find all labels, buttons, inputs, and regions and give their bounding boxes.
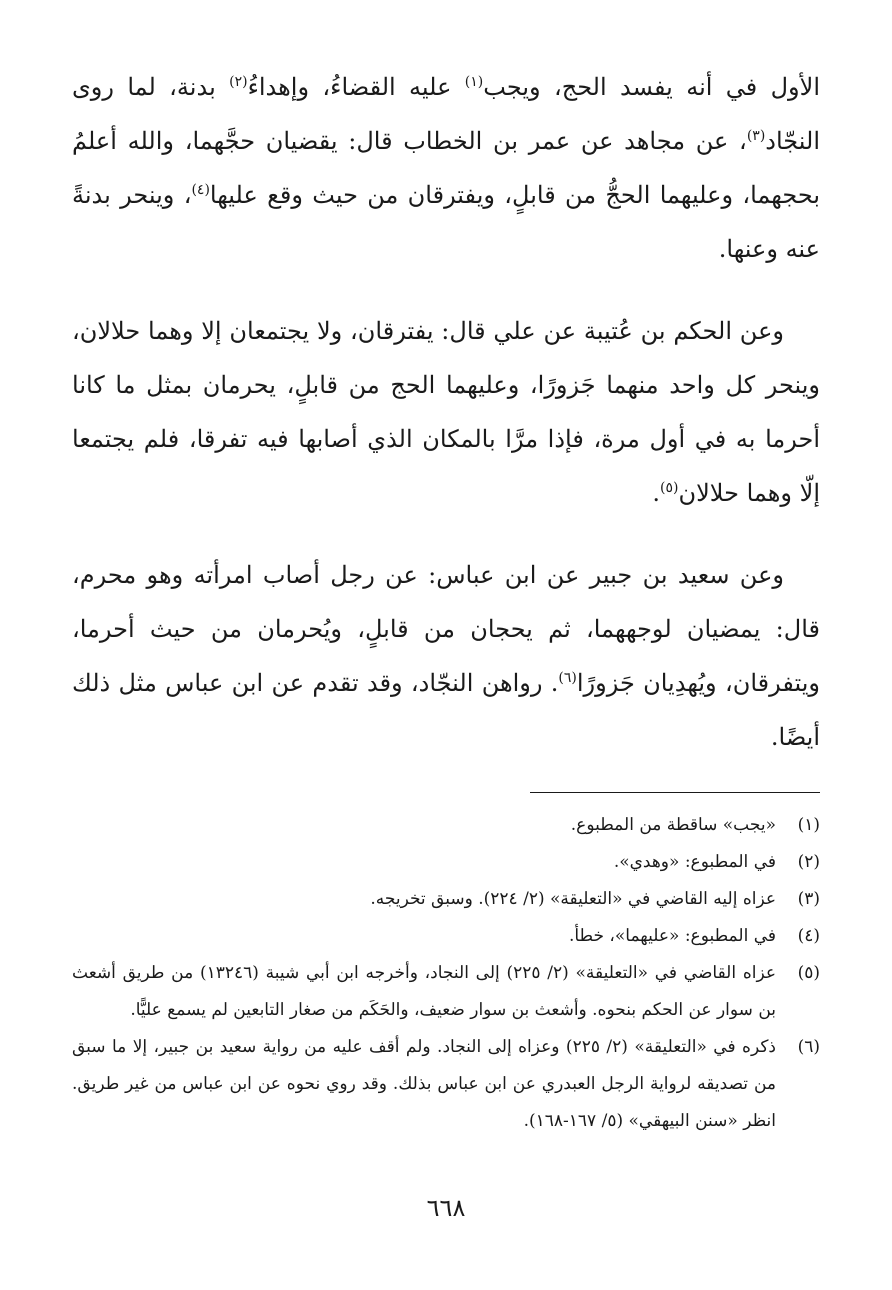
- footnote-number: (١): [797, 815, 820, 835]
- footnote-divider: [530, 792, 820, 793]
- footnote-text: في المطبوع: «عليهما»، خطأ.: [568, 926, 776, 946]
- footnote-text: في المطبوع: «وهدي».: [613, 852, 776, 872]
- text-run: وعن الحكم بن عُتيبة عن علي قال: يفترقان، ولا يجتمعان إلا وهما حلالان، وينحر كل واحد منهما جَزورًا، وعليهما الحج من قابلٍ، يحرمان بمثل ما كانا أحرما به في أول مرة، فإذا مرَّا بالمكان الذي أصابها فيه تفرقا، فلم يجتمعا إلّا وهما حلالان: [72, 317, 820, 507]
- paragraph-1: [72, 60, 820, 276]
- footnote-ref-3: (٣): [746, 128, 766, 144]
- footnote-ref-2: (٢): [229, 74, 248, 90]
- page-number: ٦٦٨: [426, 1194, 466, 1222]
- footnote-ref-4: (٤): [191, 182, 210, 198]
- footnote-number: (٦): [797, 1037, 820, 1057]
- footnote-3: [72, 881, 820, 918]
- footnote-number: (٤): [797, 926, 820, 946]
- footnote-number: (٣): [797, 889, 820, 909]
- footnote-ref-1: (١): [464, 74, 484, 90]
- text-run: وعن سعيد بن جبير عن ابن عباس: عن رجل أصاب امرأته وهو محرم، قال: يمضيان لوجههما، ثم يحجان من قابلٍ، ويُحرمان من حيث أحرما، ويتفرقان، ويُهدِيان جَزورًا: [72, 561, 821, 697]
- footnote-4: [72, 918, 820, 955]
- text-run: الأول في أنه يفسد الحج، ويجب: [483, 73, 821, 101]
- main-text: [72, 60, 820, 764]
- footnote-number: (٥): [797, 963, 820, 983]
- footnote-ref-6: (٦): [558, 670, 577, 686]
- footnote-6: [72, 1029, 820, 1140]
- footnotes-list: [72, 807, 820, 1140]
- page-content: [72, 60, 820, 1140]
- paragraph-2: [72, 304, 820, 520]
- text-run: بدنة، لما روى النجّاد: [72, 73, 820, 155]
- paragraph-3: [72, 548, 820, 764]
- text-run: . رواهن النجّاد، وقد تقدم عن ابن عباس مثل ذلك أيضًا.: [72, 669, 820, 751]
- footnote-5: [72, 955, 820, 1029]
- footnote-text: ذكره في «التعليقة» (٢/ ٢٢٥) وعزاه إلى النجاد. ولم أقف عليه من رواية سعيد بن جبير، إلا ما سبق من تصديقه لرواية الرجل العبدري عن ابن عباس بذلك. وقد روي نحوه عن ابن عباس من غير طريق. انظر «سنن البيهقي» (٥/ ١٦٧-١٦٨).: [72, 1037, 776, 1131]
- footnote-2: [72, 844, 820, 881]
- text-run: ، وينحر بدنةً عنه وعنها.: [72, 181, 820, 263]
- footnote-ref-5: (٥): [660, 480, 679, 496]
- text-run: عليه القضاءُ، وإهداءُ: [247, 73, 465, 101]
- footnote-number: (٢): [797, 852, 820, 872]
- footnote-text: «يجب» ساقطة من المطبوع.: [570, 815, 776, 835]
- text-run: .: [652, 479, 661, 507]
- footnote-text: عزاه القاضي في «التعليقة» (٢/ ٢٢٥) إلى النجاد، وأخرجه ابن أبي شيبة (١٣٢٤٦) من طريق أشعث بن سوار عن الحكم بنحوه. وأشعث بن سوار ضعيف، والحَكَم من صغار التابعين لم يسمع عليًّا.: [72, 963, 776, 1020]
- text-run: ، عن مجاهد عن عمر بن الخطاب قال: يقضيان حجَّهما، والله أعلمُ بحجهما، وعليهما الحجُّ من قابلٍ، ويفترقان من حيث وقع عليها: [72, 127, 821, 209]
- footnote-text: عزاه إليه القاضي في «التعليقة» (٢/ ٢٢٤). وسبق تخريجه.: [370, 889, 776, 909]
- footnote-1: [72, 807, 820, 844]
